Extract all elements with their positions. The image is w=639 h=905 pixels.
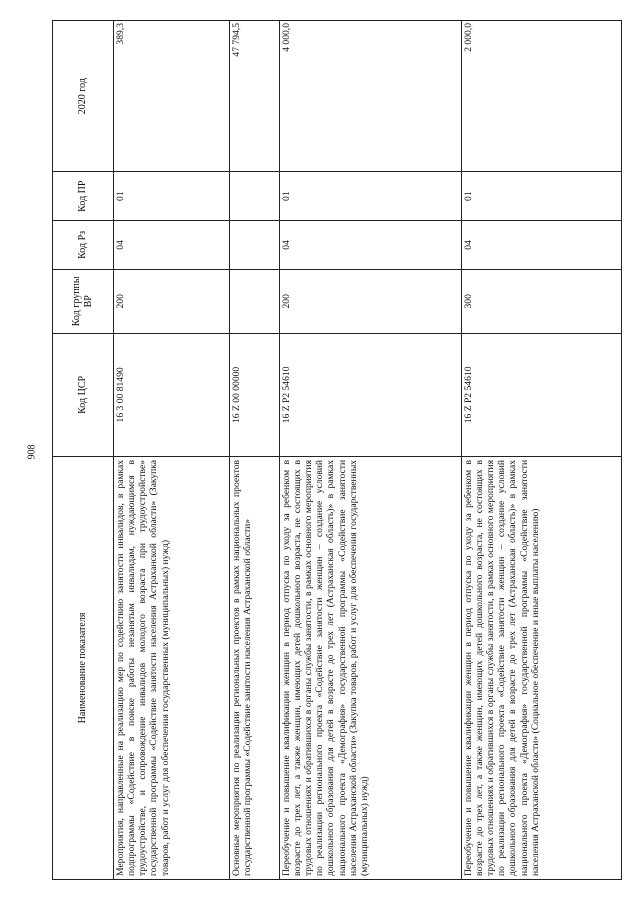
row-name: Мероприятия, направленные на реализацию мер по содействию занятости инвалидов, в рамках подпрограммы «Содействие в поиске работы незанятым инвалидам, нуждающимся в трудоустройстве, и сопровождение инвалидов молодого возраста при трудоустройстве» государственной программы «Содействие занятости населения Астраханской области» (Закупка товаров, работ и услуг для обеспечения государственных (муниципальных) нужд) xyxy=(114,456,230,879)
table-row xyxy=(114,21,230,880)
row-name: Переобучение и повышение квалификации женщин в период отпуска по уходу за ребенком в возрасте до трех лет, а также женщин, имеющих детей дошкольного возраста, не состоящих в трудовых отношениях и обратившихся в органы службы занятости, в рамках основного мероприятия по реализации регионального проекта «Содействие занятости женщин – создание условий дошкольного образования для детей в возрасте до трех лет (Астраханская область)» в рамках национального проекта «Демография» государственной программы «Содействие занятости населения Астраханской области» (Социальное обеспечение и иные выплаты населению) xyxy=(461,456,621,879)
row-pr xyxy=(229,172,279,221)
row-pr: 01 xyxy=(279,172,461,221)
row-value: 2 000,0 xyxy=(461,21,621,172)
row-vr: 200 xyxy=(279,269,461,333)
row-csr: 16 3 00 81490 xyxy=(114,333,230,456)
page-number: 908 xyxy=(26,444,38,460)
row-rz xyxy=(229,221,279,270)
row-name: Переобучение и повышение квалификации женщин в период отпуска по уходу за ребенком в возрасте до трех лет, а также женщин, имеющих детей дошкольного возраста, не состоящих в трудовых отношениях и обратившихся в органы службы занятости, в рамках основного мероприятия по реализации регионального проекта «Содействие занятости женщин – создание условий дошкольного образования для детей в возрасте до трех лет (Астраханская область)» в рамках национального проекта «Демография» государственной программы «Содействие занятости населения Астраханской области» (Закупка товаров, работ и услуг для обеспечения государственных (муниципальных) нужд) xyxy=(279,456,461,879)
table-header-row xyxy=(53,21,114,880)
row-vr: 300 xyxy=(461,269,621,333)
row-pr: 01 xyxy=(114,172,230,221)
row-vr xyxy=(229,269,279,333)
header-pr: Код ПР xyxy=(53,172,114,221)
row-rz: 04 xyxy=(279,221,461,270)
table-row xyxy=(461,21,621,880)
header-vr: Код группы ВР xyxy=(53,269,114,333)
row-rz: 04 xyxy=(461,221,621,270)
rotated-page-content xyxy=(52,20,622,880)
budget-table xyxy=(52,20,622,880)
table-row xyxy=(229,21,279,880)
header-rz: Код Рз xyxy=(53,221,114,270)
row-csr: 16 Z P2 54610 xyxy=(461,333,621,456)
row-value: 4 000,0 xyxy=(279,21,461,172)
row-pr: 01 xyxy=(461,172,621,221)
row-name: Основные мероприятия по реализации региональных проектов в рамках национальных проектов государственной программы «Содействие занятости населения Астраханской области» xyxy=(229,456,279,879)
row-vr: 200 xyxy=(114,269,230,333)
row-value: 47 794,5 xyxy=(229,21,279,172)
header-csr: Код ЦСР xyxy=(53,333,114,456)
row-rz: 04 xyxy=(114,221,230,270)
header-year: 2020 год xyxy=(53,21,114,172)
header-name: Наименование показателя xyxy=(53,456,114,879)
table-row xyxy=(279,21,461,880)
row-value: 389,3 xyxy=(114,21,230,172)
row-csr: 16 Z P2 54610 xyxy=(279,333,461,456)
row-csr: 16 Z 00 00000 xyxy=(229,333,279,456)
